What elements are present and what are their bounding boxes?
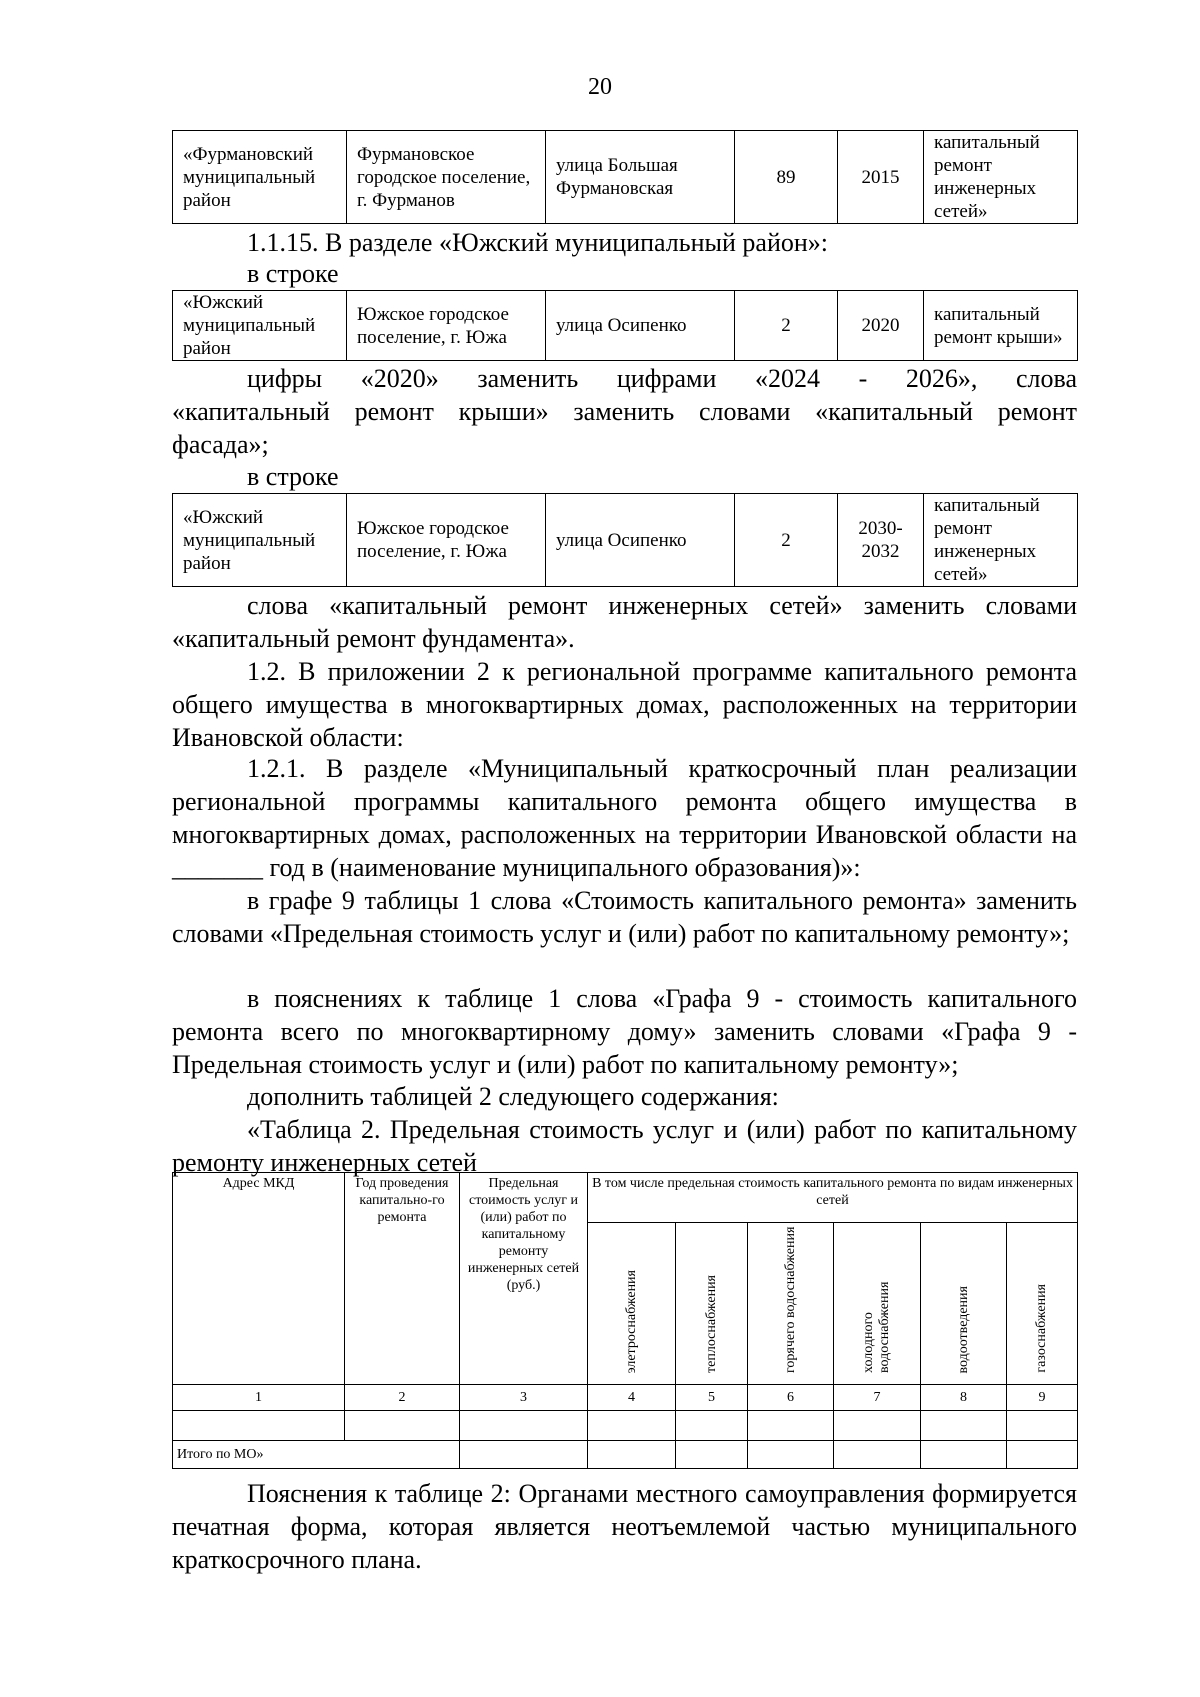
cell-work-type: капитальный ремонт инженерных сетей» [924, 494, 1078, 587]
cell-street: улица Осипенко [546, 291, 735, 361]
cell-district: «Южский муниципальный район [173, 494, 347, 587]
cell-street: улица Осипенко [546, 494, 735, 587]
header-cost: Предельная стоимость услуг и (или) работ по капитальному ремонту инженерных сетей (руб.) [460, 1173, 588, 1385]
col-number: 9 [1007, 1385, 1078, 1411]
replace-text-1-line1: цифры «2020» заменить цифрами «2024 - 2026», слова [247, 364, 1077, 393]
table-furmanovsky-row [172, 130, 1078, 224]
table2-title: «Таблица 2. Предельная стоимость услуг и (или) работ по капитальному ремонту инженерных сетей [172, 1115, 1077, 1177]
col-number: 8 [921, 1385, 1007, 1411]
replace-text-1-line2: «капитальный ремонт крыши» заменить словами «капитальный ремонт [172, 397, 1077, 426]
table-yuzha-row-2 [172, 493, 1078, 587]
header-heating: теплоснабжения [703, 1275, 719, 1373]
para-1-2-1: 1.2.1. В разделе «Муниципальный краткосрочный план реализации региональной программы капитального ремонта общего имущества в многоквартирных домах, расположенных на территории Ивановской области на _______ год в (наименование муниципального образования)»: [172, 754, 1077, 882]
para-1-2: 1.2. В приложении 2 к региональной программе капитального ремонта общего имущества в многоквартирных домах, расположенных на территории Ивановской области: [172, 657, 1077, 752]
header-electricity: элетроснабжения [623, 1269, 639, 1373]
para-graph9: в графе 9 таблицы 1 слова «Стоимость капитального ремонта» заменить словами «Предельная стоимость услуг и (или) работ по капитальному ремонту»; [172, 886, 1077, 948]
cell-year: 2015 [838, 131, 924, 224]
cell-work-type: капитальный ремонт крыши» [924, 291, 1078, 361]
header-hot-water: горячего водоснабжения [782, 1226, 798, 1373]
in-row-label-1: в строке [247, 259, 339, 288]
total-label: Итого по МО» [173, 1441, 460, 1469]
cell-settlement: Южское городское поселение, г. Южа [347, 494, 546, 587]
col-number: 1 [173, 1385, 345, 1411]
in-row-label-2: в строке [247, 462, 339, 491]
col-number: 7 [834, 1385, 921, 1411]
cell-district: «Фурмановский муниципальный район [173, 131, 347, 224]
col-number: 6 [748, 1385, 834, 1411]
notes: Пояснения к таблице 2: Органами местного самоуправления формируется печатная форма, которая является неотъемлемой частью муниципального краткосрочного плана. [172, 1479, 1077, 1574]
col-number: 5 [676, 1385, 748, 1411]
cell-house: 2 [735, 494, 838, 587]
header-gas: газоснабжения [1034, 1284, 1050, 1373]
cell-house: 2 [735, 291, 838, 361]
table-row-total [173, 1441, 1078, 1469]
cell-settlement: Фурмановское городское поселение, г. Фурманов [347, 131, 546, 224]
table-2 [172, 1172, 1078, 1469]
table-yuzha-row-1 [172, 290, 1078, 361]
replace-text-1-line3: фасада»; [172, 430, 269, 459]
cell-district: «Южский муниципальный район [173, 291, 347, 361]
cell-work-type: капитальный ремонт инженерных сетей» [924, 131, 1078, 224]
col-number: 3 [460, 1385, 588, 1411]
para-1-1-15: 1.1.15. В разделе «Южский муниципальный район»: [247, 228, 829, 257]
table-row-empty [173, 1411, 1078, 1441]
para-explanations: в пояснениях к таблице 1 слова «Графа 9 - стоимость капитального ремонта всего по многоквартирному дому» заменить словами «Графа 9 - Предельная стоимость услуг и (или) работ по капитальному ремонту»; [172, 984, 1077, 1079]
header-group: В том числе предельная стоимость капитального ремонта по видам инженерных сетей [588, 1173, 1078, 1223]
col-number: 2 [345, 1385, 460, 1411]
header-address: Адрес МКД [173, 1173, 345, 1385]
header-cold-water: холодного водоснабжения [861, 1281, 892, 1373]
cell-street: улица Большая Фурмановская [546, 131, 735, 224]
cell-year: 2020 [838, 291, 924, 361]
cell-year: 2030-2032 [838, 494, 924, 587]
replace-text-2: слова «капитальный ремонт инженерных сетей» заменить словами «капитальный ремонт фундамента». [172, 591, 1077, 653]
para-add-table: дополнить таблицей 2 следующего содержания: [247, 1082, 779, 1111]
col-number: 4 [588, 1385, 676, 1411]
cell-settlement: Южское городское поселение, г. Южа [347, 291, 546, 361]
cell-house: 89 [735, 131, 838, 224]
header-drainage: водоотведения [955, 1285, 971, 1373]
page-number: 20 [588, 74, 612, 100]
header-year: Год проведения капитально-го ремонта [345, 1173, 460, 1385]
